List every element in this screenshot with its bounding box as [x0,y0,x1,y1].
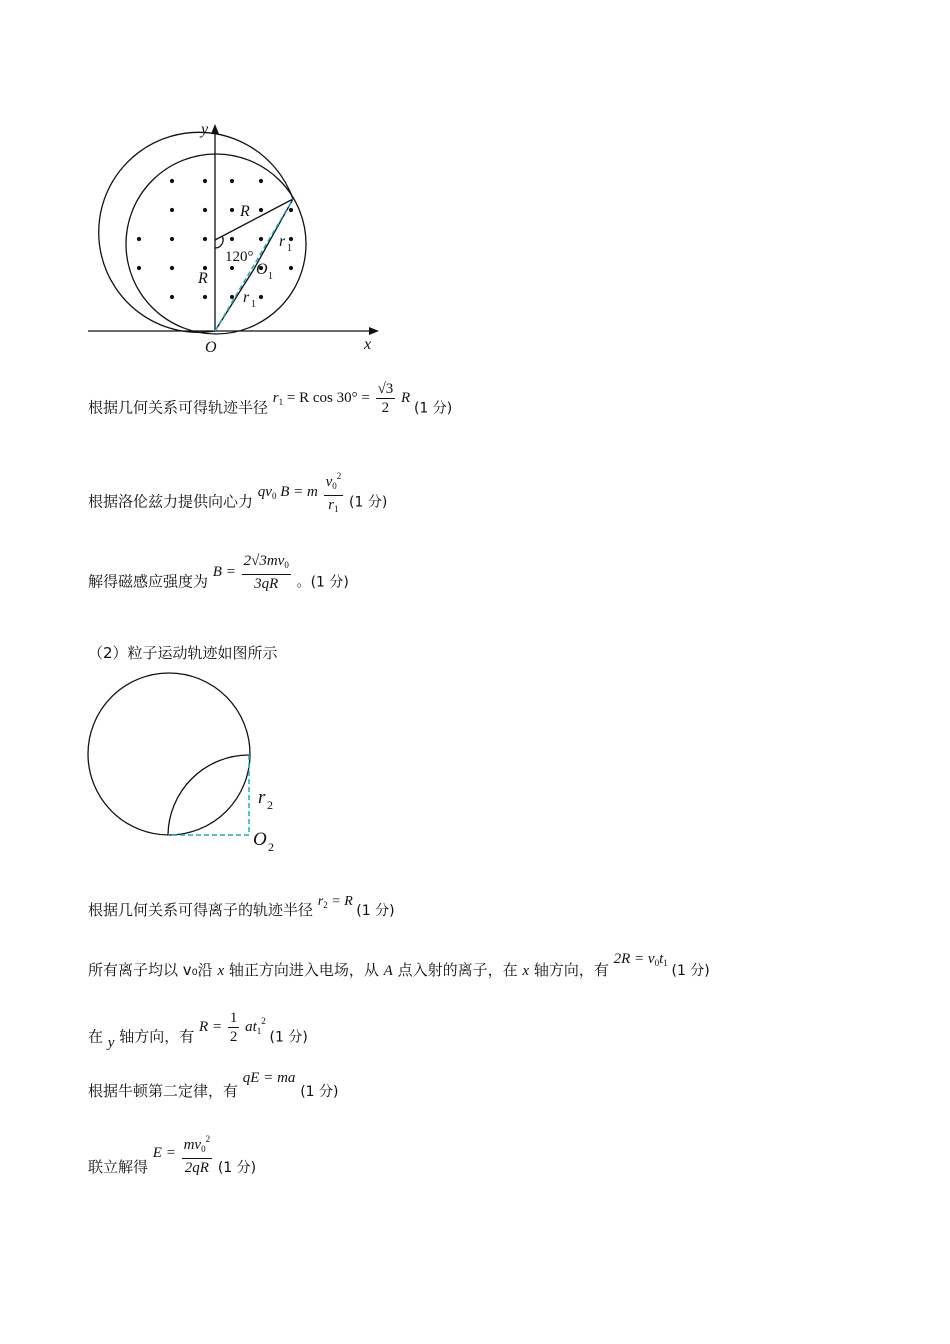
score-l5: (1 分) [356,903,395,919]
score-l2: (1 分) [349,494,388,511]
field-dot [170,295,174,299]
text-l1: 根据几何关系可得轨迹半径 [88,398,269,417]
label-y-axis: y [201,121,209,138]
formula-y-motion: R = $\frac{1}{2}$ $at_1^2$ [199,1010,266,1045]
line-x-direction: 所有离子均以 v₀沿 x 轴正方向进入电场，从 A 点入射的离子，在 x 轴方向，有 $2R = v_0t_1$ (1 分) [88,951,710,979]
field-dot [230,266,234,270]
label-r1-right-sub: 1 [287,243,292,254]
field-dot [259,295,263,299]
field-dot [230,237,234,241]
field-dot [170,266,174,270]
field-dot [203,179,207,183]
x-axis-arrow-icon [369,327,379,335]
formula-r2: $r_2 = R$ [317,894,353,910]
score-l3: 。(1 分) [296,574,349,591]
text-l9: 联立解得 [88,1158,149,1177]
dashed-radius-lines [168,755,249,835]
formula-B: B = $\frac{2√3mv_0}{3qR}$ [212,553,289,592]
field-dot [230,179,234,183]
field-dot [137,266,141,270]
score-l6: (1 分) [671,963,710,979]
line-y-direction: 在 y 轴方向，有 R = $\frac{1}{2}$ $at_1^2$ (1 分) [88,1010,308,1052]
line-trajectory-radius-2 [88,894,395,920]
score-l9: (1 分) [217,1160,257,1177]
score-l7: (1 分) [269,1029,308,1046]
trajectory-arc [99,132,293,332]
y-axis-arrow-icon [211,124,219,134]
score-l8: (1 分) [300,1084,339,1100]
field-dot [203,295,207,299]
formula-newton: qE = ma [242,1070,296,1086]
formula-E: E = $\frac{mv_0^2}{2qR}$ [153,1145,218,1161]
text-l2: 根据洛伦兹力提供向心力 [88,492,254,511]
text-l3: 解得磁感应强度为 [88,572,209,591]
label-angle: 120° [225,249,254,265]
field-dot [259,237,263,241]
field-dot [289,266,293,270]
text-l5: 根据几何关系可得离子的轨迹半径 [88,901,314,919]
field-dot [289,237,293,241]
text-l4: （2）粒子运动轨迹如图所示 [88,644,278,662]
label-O1: O [256,261,268,278]
formula-lorentz: $qv_0$ B = m $\frac{v_0^2}{r_1}$ [258,484,349,500]
figure-1-magnetic-field-diagram [80,115,390,360]
label-x-axis: x [364,336,372,353]
label-r1-lower-sub: 1 [251,299,256,310]
field-circle-2 [88,673,250,835]
label-R-top: R [240,203,250,220]
label-r2: r [258,787,266,808]
field-dot [170,179,174,183]
line-newton-second-law [88,1070,339,1101]
field-dot [203,237,207,241]
label-r2-sub: 2 [267,798,273,812]
field-dot [230,295,234,299]
field-dot [170,237,174,241]
label-O2: O [253,829,267,850]
formula-r1: $r_1 = R$ cos 30° = $\frac{√3}{2}$ R [272,381,411,416]
line-trajectory-radius-1 [88,381,453,427]
field-dot [203,208,207,212]
field-dot [259,208,263,212]
line-part-2-heading [88,642,278,663]
label-O1-sub: 1 [268,271,273,282]
trajectory-arc-2 [168,755,249,835]
label-R-left: R [198,270,208,287]
label-r1-right: r [279,233,286,250]
field-dot [289,208,293,212]
line-lorentz-force [88,471,388,528]
figure-2-trajectory-diagram [80,670,290,860]
score-l1: (1 分) [413,400,453,417]
field-dot [137,237,141,241]
formula-x-motion: $2R = v_0t_1$ [613,951,668,968]
label-O2-sub: 2 [268,840,274,854]
field-dot [259,179,263,183]
line-magnetic-field-strength [88,553,349,603]
field-dot [170,208,174,212]
field-dot [230,208,234,212]
label-r1-lower: r [243,289,250,306]
text-l8: 根据牛顿第二定律，有 [88,1082,239,1100]
line-solve-E [88,1131,256,1177]
label-origin: O [205,339,217,356]
